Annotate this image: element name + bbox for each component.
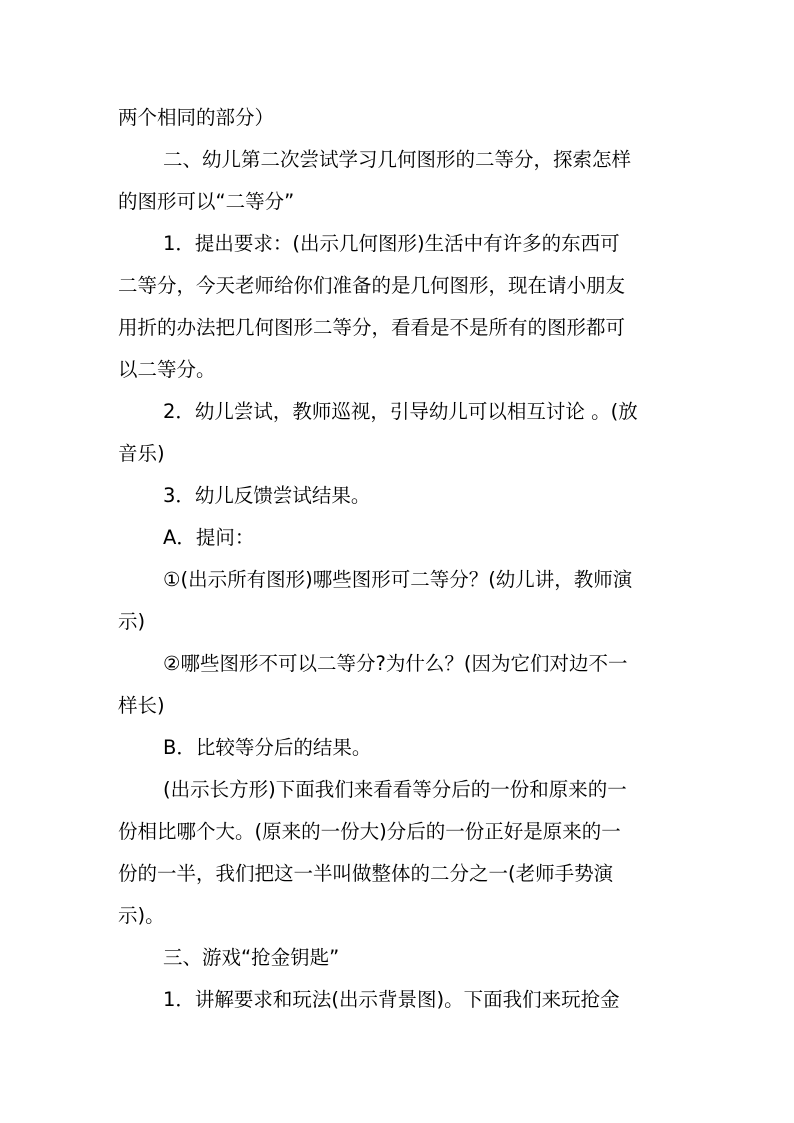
paragraph-start: 1．提出要求：(出示几何图形)生活中有许多的东西可 — [163, 232, 620, 255]
section-heading: 二、幼儿第二次尝试学习几何图形的二等分，探索怎样 — [163, 148, 632, 171]
text-line: 份的一半，我们把这一半叫做整体的二分之一(老师手势演 — [118, 862, 614, 885]
paragraph-start: ②哪些图形不可以二等分?为什么？(因为它们对边不一 — [163, 652, 628, 675]
text-line: 示)。 — [118, 904, 165, 927]
text-line: 的图形可以“二等分” — [118, 190, 295, 213]
text-line: 音乐) — [118, 442, 165, 465]
text-line: 两个相同的部分） — [118, 106, 275, 129]
text-line: 以二等分。 — [118, 358, 216, 381]
paragraph-start: 2．幼儿尝试，教师巡视，引导幼儿可以相互讨论 。(放 — [163, 400, 638, 423]
paragraph-start: 3．幼儿反馈尝试结果。 — [163, 484, 371, 507]
paragraph-start: 1．讲解要求和玩法(出示背景图)。下面我们来玩抢金 — [163, 988, 620, 1011]
paragraph-start: B．比较等分后的结果。 — [163, 736, 372, 759]
paragraph-start: (出示长方形)下面我们来看看等分后的一份和原来的一 — [163, 778, 627, 801]
paragraph-start: A．提问： — [163, 526, 255, 549]
text-line: 用折的办法把几何图形二等分，看看是不是所有的图形都可 — [118, 316, 626, 339]
text-line: 份相比哪个大。(原来的一份大)分后的一份正好是原来的一 — [118, 820, 621, 843]
paragraph-start: ①(出示所有图形)哪些图形可二等分？(幼儿讲，教师演 — [163, 568, 633, 591]
text-line: 样长) — [118, 694, 165, 717]
text-line: 示) — [118, 610, 146, 633]
section-heading: 三、游戏“抢金钥匙” — [163, 946, 340, 969]
text-line: 二等分，今天老师给你们准备的是几何图形，现在请小朋友 — [118, 274, 626, 297]
